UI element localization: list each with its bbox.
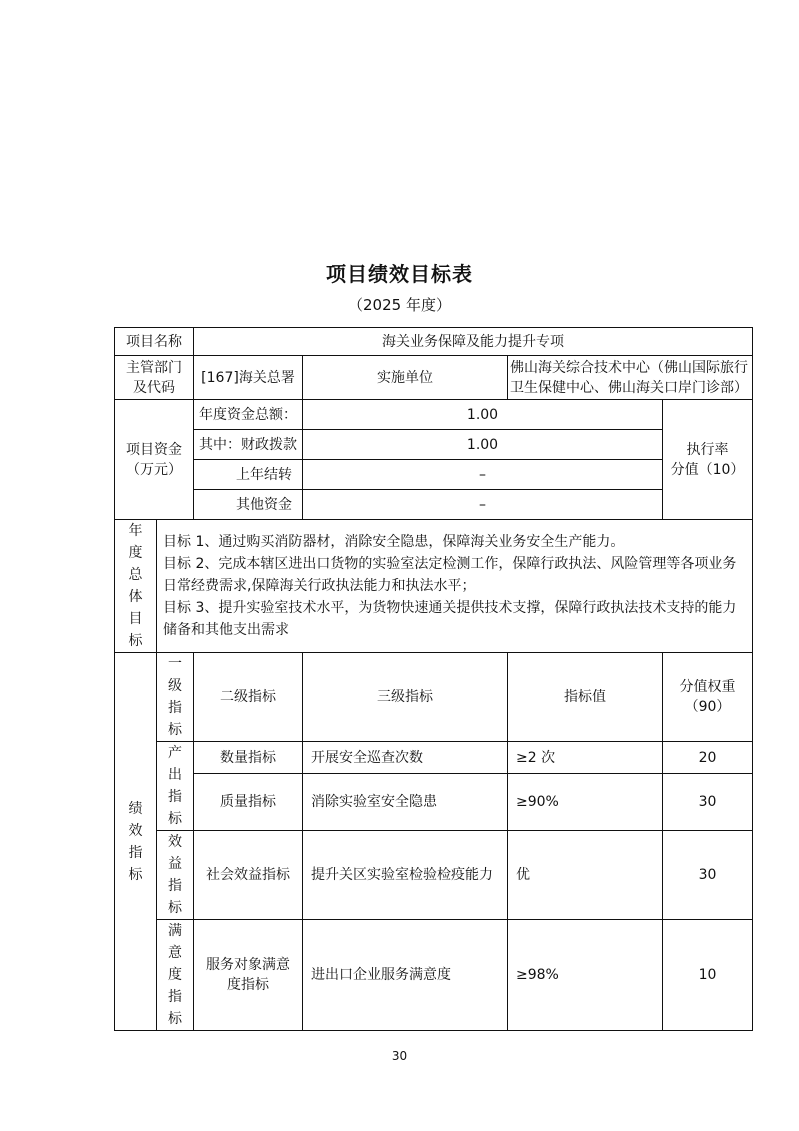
level1-header-char: 级	[168, 678, 182, 694]
funds-carryover-label: 上年结转	[194, 460, 303, 490]
page-number: 30	[391, 1049, 408, 1063]
level2-cell	[194, 920, 303, 1031]
value-cell: ≥98%	[508, 920, 663, 1031]
goals-label-char: 目	[128, 611, 143, 627]
goal-1: 目标 1、通过购买消防器材，消除安全隐患，保障海关业务安全生产能力。	[163, 534, 625, 550]
level1-header-char: 一	[168, 656, 182, 672]
benefit-indicator-label	[157, 831, 194, 920]
funds-fiscal-label: 其中：财政拨款	[194, 430, 303, 460]
funds-other-label: 其他资金	[194, 490, 303, 520]
indicators-section-char: 标	[128, 866, 143, 883]
goal-3: 目标 3、提升实验室技术水平，为货物快速通关提供技术支撑，保障行政执法技术支持的能力储备和其他支出需求	[163, 600, 737, 638]
indicator-row-quality	[115, 774, 753, 831]
level2-cell-line2: 度指标	[227, 977, 269, 993]
impl-unit-label: 实施单位	[303, 356, 508, 400]
satisfaction-indicator-char: 指	[168, 989, 182, 1005]
level3-cell: 开展安全巡查次数	[303, 742, 508, 774]
value-cell: ≥90%	[508, 774, 663, 831]
benefit-indicator-char: 指	[168, 878, 182, 894]
page-subtitle: （2025 年度）	[348, 296, 451, 314]
exec-rate-label	[663, 400, 753, 520]
output-indicator-char: 标	[168, 811, 182, 827]
goals-label-char: 标	[128, 633, 143, 649]
benefit-indicator-char: 标	[168, 900, 182, 916]
goals-label	[115, 520, 157, 653]
goals-row	[115, 520, 753, 653]
weight-cell: 20	[663, 742, 753, 774]
impl-unit-line1: 佛山海关综合技术中心（佛山国际旅行	[510, 359, 748, 376]
exec-rate-line1: 执行率	[686, 441, 729, 458]
impl-unit-value	[508, 356, 753, 400]
weight-cell: 30	[663, 831, 753, 920]
level3-cell: 消除实验室安全隐患	[303, 774, 508, 831]
level2-cell: 社会效益指标	[194, 831, 303, 920]
value-header: 指标值	[508, 653, 663, 742]
funds-total-label: 年度资金总额：	[194, 400, 303, 430]
goals-label-char: 体	[128, 589, 143, 605]
weight-cell: 10	[663, 920, 753, 1031]
dept-label-line2: 及代码	[133, 379, 175, 396]
output-indicator-char: 指	[168, 789, 182, 805]
project-name-value: 海关业务保障及能力提升专项	[194, 328, 753, 356]
level2-cell-line1: 服务对象满意	[206, 957, 290, 973]
indicator-row-satisfaction	[115, 920, 753, 1031]
indicators-section-char: 指	[128, 844, 143, 861]
indicators-section-char: 效	[128, 822, 143, 839]
dept-value: [167]海关总署	[194, 356, 303, 400]
dept-row	[115, 356, 753, 400]
funds-fiscal-value: 1.00	[303, 430, 663, 460]
goals-label-char: 总	[128, 567, 143, 583]
level3-header: 三级指标	[303, 653, 508, 742]
dept-label	[115, 356, 194, 400]
funds-other-value: –	[303, 490, 663, 520]
level3-cell: 进出口企业服务满意度	[303, 920, 508, 1031]
indicators-header-row	[115, 653, 753, 742]
weight-header-line2: （90）	[684, 699, 731, 715]
indicators-section-char: 绩	[128, 800, 143, 817]
impl-unit-line2: 卫生保健中心、佛山海关口岸门诊部）	[510, 379, 748, 396]
project-name-row	[115, 328, 753, 356]
project-name-label: 项目名称	[115, 328, 194, 356]
level2-header: 二级指标	[194, 653, 303, 742]
funds-carryover-value: –	[303, 460, 663, 490]
value-cell: ≥2 次	[508, 742, 663, 774]
satisfaction-indicator-char: 度	[168, 967, 182, 983]
funds-label	[115, 400, 194, 520]
satisfaction-indicator-label	[157, 920, 194, 1031]
exec-rate-line2: 分值（10）	[670, 461, 745, 478]
funds-row-3	[115, 460, 753, 490]
level2-cell: 质量指标	[194, 774, 303, 831]
goals-label-char: 度	[128, 545, 143, 561]
output-indicator-char: 产	[168, 745, 182, 761]
funds-row-2	[115, 430, 753, 460]
level1-header	[157, 653, 194, 742]
satisfaction-indicator-char: 标	[168, 1011, 182, 1027]
goal-2: 目标 2、完成本辖区进出口货物的实验室法定检测工作，保障行政执法、风险管理等各项业务日常经费需求,保障海关行政执法能力和执法水平；	[163, 556, 737, 594]
level2-cell: 数量指标	[194, 742, 303, 774]
value-cell: 优	[508, 831, 663, 920]
level3-cell: 提升关区实验室检验检疫能力	[303, 831, 508, 920]
indicator-row-quantity	[115, 742, 753, 774]
dept-label-line1: 主管部门	[126, 359, 182, 376]
indicator-row-social-benefit	[115, 831, 753, 920]
satisfaction-indicator-char: 满	[168, 923, 182, 939]
level1-header-char: 指	[168, 700, 182, 716]
goals-text	[157, 520, 753, 653]
funds-row-1	[115, 400, 753, 430]
satisfaction-indicator-char: 意	[168, 945, 182, 961]
funds-row-4	[115, 490, 753, 520]
indicators-section-label	[115, 653, 157, 1031]
output-indicator-label	[157, 742, 194, 831]
page-title: 项目绩效目标表	[326, 262, 473, 286]
weight-header	[663, 653, 753, 742]
weight-cell: 30	[663, 774, 753, 831]
level1-header-char: 标	[168, 722, 182, 738]
funds-label-line2: （万元）	[126, 461, 182, 478]
output-indicator-char: 出	[168, 767, 182, 783]
benefit-indicator-char: 益	[168, 856, 182, 872]
benefit-indicator-char: 效	[168, 834, 182, 850]
funds-total-value: 1.00	[303, 400, 663, 430]
performance-table	[114, 327, 753, 1031]
goals-label-char: 年	[128, 523, 143, 539]
weight-header-line1: 分值权重	[679, 679, 736, 695]
funds-label-line1: 项目资金	[126, 441, 182, 458]
